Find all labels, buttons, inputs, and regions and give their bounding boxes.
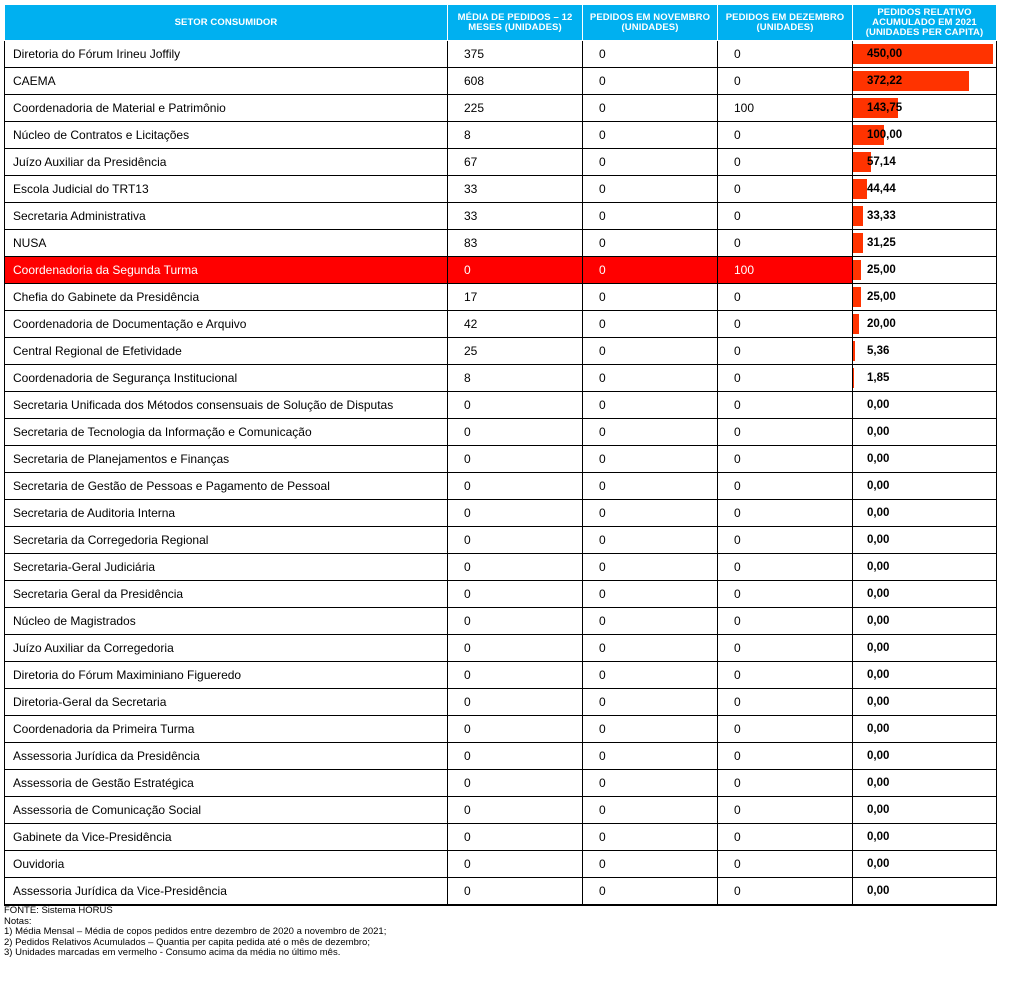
cell-dezembro: 0 [718,662,853,689]
cell-media: 8 [448,365,583,392]
cell-dezembro: 100 [718,95,853,122]
cell-relativo [853,203,997,230]
table-row [5,554,997,581]
cell-relativo [853,230,997,257]
table-row [5,95,997,122]
cell-setor: Coordenadoria da Primeira Turma [5,716,448,743]
relativo-value: 0,00 [867,588,890,600]
relativo-value: 0,00 [867,804,890,816]
note-2: 2) Pedidos Relativos Acumulados – Quantia per capita pedida até o mês de dezembro; [4,936,370,948]
cell-setor: Secretaria de Planejamentos e Finanças [5,446,448,473]
cell-media: 42 [448,311,583,338]
relativo-value: 33,33 [867,210,896,222]
table-row [5,446,997,473]
relativo-value: 0,00 [867,669,890,681]
cell-media: 0 [448,851,583,878]
relativo-value: 0,00 [867,723,890,735]
table-body [5,41,997,906]
relativo-value: 20,00 [867,318,896,330]
cell-novembro: 0 [583,581,718,608]
cell-novembro: 0 [583,554,718,581]
relativo-value: 1,85 [867,372,890,384]
cell-dezembro: 0 [718,581,853,608]
cell-setor: Diretoria do Fórum Maximiniano Figueredo [5,662,448,689]
cell-media: 0 [448,527,583,554]
cell-novembro: 0 [583,68,718,95]
cell-setor: CAEMA [5,68,448,95]
cell-media: 0 [448,797,583,824]
notes-heading: Notas: [4,915,32,927]
cell-dezembro: 0 [718,176,853,203]
cell-relativo [853,284,997,311]
cell-novembro: 0 [583,230,718,257]
cell-dezembro: 0 [718,41,853,68]
cell-novembro: 0 [583,365,718,392]
cell-setor: Secretaria Administrativa [5,203,448,230]
cell-setor: Secretaria Geral da Presidência [5,581,448,608]
cell-dezembro: 0 [718,851,853,878]
relativo-value: 0,00 [867,399,890,411]
cell-novembro: 0 [583,878,718,906]
cell-novembro: 0 [583,392,718,419]
cell-setor: Secretaria Unificada dos Métodos consensuais de Solução de Disputas [5,392,448,419]
cell-novembro: 0 [583,635,718,662]
cell-relativo [853,338,997,365]
table-row [5,527,997,554]
cell-media: 0 [448,257,583,284]
cell-dezembro: 0 [718,122,853,149]
cell-media: 0 [448,446,583,473]
cell-novembro: 0 [583,257,718,284]
cell-novembro: 0 [583,716,718,743]
cell-dezembro: 0 [718,743,853,770]
cell-setor: Escola Judicial do TRT13 [5,176,448,203]
cell-novembro: 0 [583,851,718,878]
header-dezembro: PEDIDOS EM DEZEMBRO (UNIDADES) [718,5,853,41]
relativo-value: 0,00 [867,858,890,870]
cell-setor: Diretoria do Fórum Irineu Joffily [5,41,448,68]
table-row [5,716,997,743]
table-row [5,581,997,608]
cell-relativo [853,581,997,608]
cell-setor: Ouvidoria [5,851,448,878]
cell-relativo [853,95,997,122]
relativo-value: 25,00 [867,264,896,276]
table-row [5,41,997,68]
cell-novembro: 0 [583,500,718,527]
relativo-value: 0,00 [867,750,890,762]
table-row [5,797,997,824]
cell-novembro: 0 [583,149,718,176]
cell-dezembro: 0 [718,338,853,365]
cell-media: 0 [448,770,583,797]
cell-novembro: 0 [583,662,718,689]
cell-relativo [853,365,997,392]
cell-setor: Juízo Auxiliar da Presidência [5,149,448,176]
footnotes [4,906,386,959]
cell-media: 225 [448,95,583,122]
cell-novembro: 0 [583,797,718,824]
cell-novembro: 0 [583,122,718,149]
relativo-value: 143,75 [867,102,903,114]
cell-media: 0 [448,743,583,770]
cell-setor: Gabinete da Vice-Presidência [5,824,448,851]
cell-dezembro: 0 [718,527,853,554]
cell-media: 67 [448,149,583,176]
cell-dezembro: 0 [718,824,853,851]
cell-novembro: 0 [583,176,718,203]
table-row [5,419,997,446]
relativo-value: 0,00 [867,831,890,843]
table-row [5,338,997,365]
table-row [5,149,997,176]
cell-setor: Central Regional de Efetividade [5,338,448,365]
cell-media: 0 [448,608,583,635]
table-row [5,365,997,392]
consumption-table [4,4,997,906]
cell-novembro: 0 [583,824,718,851]
cell-media: 0 [448,392,583,419]
cell-dezembro: 0 [718,716,853,743]
cell-dezembro: 0 [718,878,853,906]
cell-setor: Assessoria de Gestão Estratégica [5,770,448,797]
cell-novembro: 0 [583,41,718,68]
cell-dezembro: 0 [718,500,853,527]
source-note: FONTE: Sistema HORUS [4,905,113,916]
header-novembro: PEDIDOS EM NOVEMBRO (UNIDADES) [583,5,718,41]
cell-media: 0 [448,689,583,716]
relativo-value: 450,00 [867,48,903,60]
cell-relativo [853,473,997,500]
relativo-value: 0,00 [867,480,890,492]
relativo-value: 0,00 [867,534,890,546]
table-row [5,392,997,419]
cell-media: 0 [448,716,583,743]
table-row [5,851,997,878]
cell-novembro: 0 [583,203,718,230]
table-row [5,284,997,311]
cell-setor: Diretoria-Geral da Secretaria [5,689,448,716]
cell-relativo [853,41,997,68]
cell-dezembro: 0 [718,392,853,419]
table-row [5,68,997,95]
table-row [5,608,997,635]
cell-relativo [853,446,997,473]
relativo-value: 5,36 [867,345,890,357]
cell-relativo [853,797,997,824]
cell-novembro: 0 [583,419,718,446]
cell-media: 0 [448,473,583,500]
cell-media: 8 [448,122,583,149]
cell-novembro: 0 [583,527,718,554]
cell-dezembro: 0 [718,230,853,257]
cell-novembro: 0 [583,608,718,635]
cell-novembro: 0 [583,689,718,716]
header-media: MÉDIA DE PEDIDOS – 12 MESES (UNIDADES) [448,5,583,41]
cell-setor: Secretaria de Auditoria Interna [5,500,448,527]
table-row [5,176,997,203]
cell-dezembro: 0 [718,770,853,797]
cell-novembro: 0 [583,743,718,770]
cell-novembro: 0 [583,311,718,338]
cell-relativo [853,176,997,203]
cell-setor: Coordenadoria da Segunda Turma [5,257,448,284]
cell-media: 0 [448,824,583,851]
cell-dezembro: 0 [718,797,853,824]
cell-relativo [853,122,997,149]
cell-relativo [853,554,997,581]
relativo-value: 0,00 [867,615,890,627]
cell-relativo [853,662,997,689]
cell-setor: NUSA [5,230,448,257]
relativo-value: 0,00 [867,696,890,708]
relativo-value: 0,00 [867,507,890,519]
cell-setor: Secretaria da Corregedoria Regional [5,527,448,554]
cell-relativo [853,743,997,770]
table-row [5,203,997,230]
table-header-row [5,5,997,41]
cell-setor: Secretaria-Geral Judiciária [5,554,448,581]
cell-relativo [853,500,997,527]
cell-setor: Coordenadoria de Documentação e Arquivo [5,311,448,338]
cell-relativo [853,257,997,284]
cell-media: 0 [448,581,583,608]
cell-setor: Assessoria de Comunicação Social [5,797,448,824]
cell-setor: Coordenadoria de Segurança Institucional [5,365,448,392]
cell-relativo [853,608,997,635]
cell-novembro: 0 [583,446,718,473]
cell-media: 0 [448,878,583,906]
note-3: 3) Unidades marcadas em vermelho - Consumo acima da média no último mês. [4,947,341,958]
cell-novembro: 0 [583,770,718,797]
cell-setor: Núcleo de Contratos e Licitações [5,122,448,149]
cell-dezembro: 0 [718,311,853,338]
cell-dezembro: 0 [718,554,853,581]
relativo-value: 0,00 [867,426,890,438]
cell-dezembro: 100 [718,257,853,284]
cell-media: 0 [448,662,583,689]
cell-novembro: 0 [583,338,718,365]
cell-relativo [853,419,997,446]
cell-media: 0 [448,500,583,527]
relativo-value: 0,00 [867,885,890,897]
cell-media: 83 [448,230,583,257]
relativo-value: 44,44 [867,183,896,195]
relativo-value: 372,22 [867,75,903,87]
cell-media: 0 [448,635,583,662]
cell-media: 25 [448,338,583,365]
cell-dezembro: 0 [718,203,853,230]
relativo-value: 0,00 [867,561,890,573]
cell-media: 375 [448,41,583,68]
relativo-value: 0,00 [867,642,890,654]
cell-media: 33 [448,176,583,203]
cell-novembro: 0 [583,95,718,122]
cell-setor: Coordenadoria de Material e Patrimônio [5,95,448,122]
header-relativo: PEDIDOS RELATIVO ACUMULADO EM 2021 (UNIDADES PER CAPITA) [853,5,997,41]
cell-media: 33 [448,203,583,230]
cell-relativo [853,392,997,419]
table-row [5,689,997,716]
table-row [5,311,997,338]
cell-setor: Secretaria de Gestão de Pessoas e Pagamento de Pessoal [5,473,448,500]
cell-relativo [853,824,997,851]
cell-dezembro: 0 [718,284,853,311]
relativo-value: 25,00 [867,291,896,303]
table-row [5,662,997,689]
cell-relativo [853,770,997,797]
cell-media: 0 [448,419,583,446]
cell-setor: Juízo Auxiliar da Corregedoria [5,635,448,662]
cell-setor: Núcleo de Magistrados [5,608,448,635]
cell-dezembro: 0 [718,689,853,716]
cell-setor: Chefia do Gabinete da Presidência [5,284,448,311]
table-row [5,473,997,500]
relativo-value: 31,25 [867,237,896,249]
cell-relativo [853,851,997,878]
cell-dezembro: 0 [718,446,853,473]
note-1: 1) Média Mensal – Média de copos pedidos entre dezembro de 2020 a novembro de 2021; [4,926,387,937]
cell-dezembro: 0 [718,608,853,635]
cell-setor: Assessoria Jurídica da Presidência [5,743,448,770]
table-row [5,122,997,149]
cell-media: 608 [448,68,583,95]
cell-setor: Secretaria de Tecnologia da Informação e Comunicação [5,419,448,446]
table-row [5,257,997,284]
cell-relativo [853,149,997,176]
relativo-value: 100,00 [867,129,903,141]
cell-media: 17 [448,284,583,311]
cell-relativo [853,68,997,95]
consumption-table-wrapper [4,4,996,906]
cell-dezembro: 0 [718,149,853,176]
cell-relativo [853,527,997,554]
table-row [5,743,997,770]
cell-dezembro: 0 [718,635,853,662]
cell-novembro: 0 [583,473,718,500]
cell-dezembro: 0 [718,68,853,95]
table-row [5,500,997,527]
header-setor: SETOR CONSUMIDOR [5,5,448,41]
cell-setor: Assessoria Jurídica da Vice-Presidência [5,878,448,906]
relativo-value: 57,14 [867,156,896,168]
table-row [5,770,997,797]
cell-novembro: 0 [583,284,718,311]
table-row [5,878,997,906]
table-row [5,635,997,662]
cell-relativo [853,635,997,662]
cell-relativo [853,878,997,906]
cell-dezembro: 0 [718,365,853,392]
relativo-value: 0,00 [867,777,890,789]
table-row [5,824,997,851]
cell-media: 0 [448,554,583,581]
cell-relativo [853,311,997,338]
relativo-value: 0,00 [867,453,890,465]
cell-relativo [853,689,997,716]
cell-relativo [853,716,997,743]
cell-dezembro: 0 [718,419,853,446]
table-row [5,230,997,257]
cell-dezembro: 0 [718,473,853,500]
